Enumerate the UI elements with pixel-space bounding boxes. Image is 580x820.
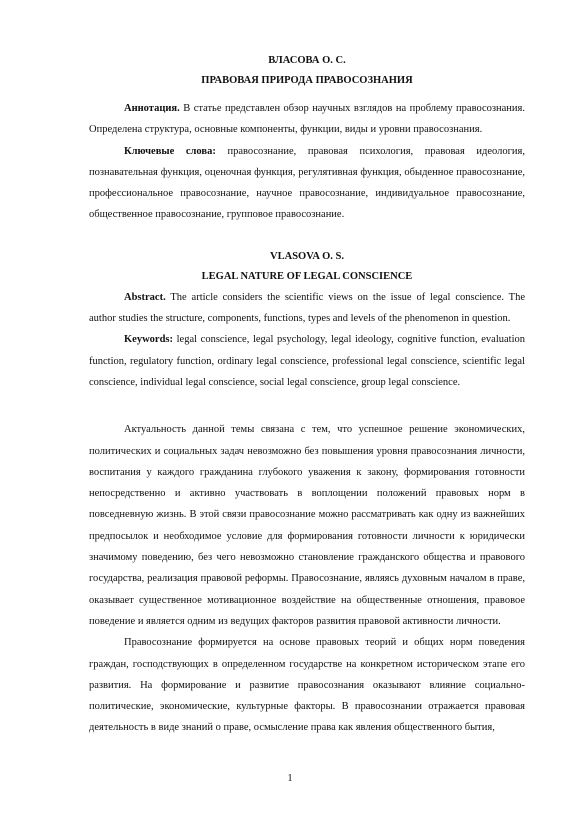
keywords-text-en: legal conscience, legal psychology, legal ideology, cognitive function, evaluation function, regulatory function, ordinary legal conscience, professional legal conscience, scientific legal conscience, individual legal conscience, social legal conscience, group legal conscience. — [89, 334, 525, 388]
abstract-label-en: Abstract. — [124, 291, 166, 303]
body-paragraph-2: Правосознание формируется на основе правовых теорий и общих норм поведения граждан, господствующих в определенном государстве на конкретном историческом этапе его развития. На формирование и развитие правосознания оказывают влияние социально-политические, экономические, культурные факторы. В правосознании отражается правовая деятельность в виде знаний о праве, осмысление права как явления общественного бытия, — [89, 637, 525, 734]
page-number: 1 — [287, 773, 293, 784]
abstract-ru — [89, 98, 525, 141]
author-ru: ВЛАСОВА О. С. — [268, 55, 346, 66]
keywords-label-ru: Ключевые слова: — [124, 145, 216, 157]
author-en: VLASOVA O. S. — [270, 250, 344, 262]
keywords-ru — [89, 141, 525, 226]
keywords-label-en: Keywords: — [124, 334, 173, 346]
section-gap — [89, 226, 525, 250]
title-ru: ПРАВОВАЯ ПРИРОДА ПРАВОСОЗНАНИЯ — [201, 75, 413, 86]
abstract-text-ru: В статье представлен обзор научных взглядов на проблему правосознания. Определена структура, основные компоненты, функции, виды и уровни правосознания. — [89, 103, 525, 136]
keywords-text-ru: правосознание, правовая психология, правовая идеология, познавательная функция, оценочная функция, регулятивная функция, обыденное правосознание, профессиональное правосознание, научное правосознание, индивидуальное правосознание, общественное правосознание, групповое правосознание. — [89, 145, 525, 221]
abstract-en — [89, 287, 525, 330]
title-en: LEGAL NATURE OF LEGAL CONSCIENCE — [201, 270, 413, 282]
body-gap — [89, 393, 525, 419]
abstract-label-ru: Аннотация. — [124, 103, 180, 114]
keywords-en — [89, 329, 525, 393]
abstract-text-en: The article considers the scientific views on the issue of legal conscience. The author studies the structure, components, functions, types and levels of the phenomenon in question. — [89, 291, 525, 325]
body-paragraph-1: Актуальность данной темы связана с тем, что успешное решение экономических, политических и социальных задач невозможно без повышения уровня правосознания личности, воспитания у каждого гражданина глубокого уважения к закону, формирования готовности непосредственно и активно участвовать в воплощении положений правовых норм в повседневную жизнь. В этой связи правосознание можно рассматривать как одну из важнейших предпосылок и необходимое условие для формирования готовности личности к юридически значимому поведению, без чего невозможно становление гражданского общества и правового государства, реализация правовой реформы. Правосознание, являясь духовным началом в праве, оказывает существенное мотивационное воздействие на общественные отношения, правовое поведение и является одним из ведущих факторов развития правовой активности личности. — [89, 424, 525, 627]
